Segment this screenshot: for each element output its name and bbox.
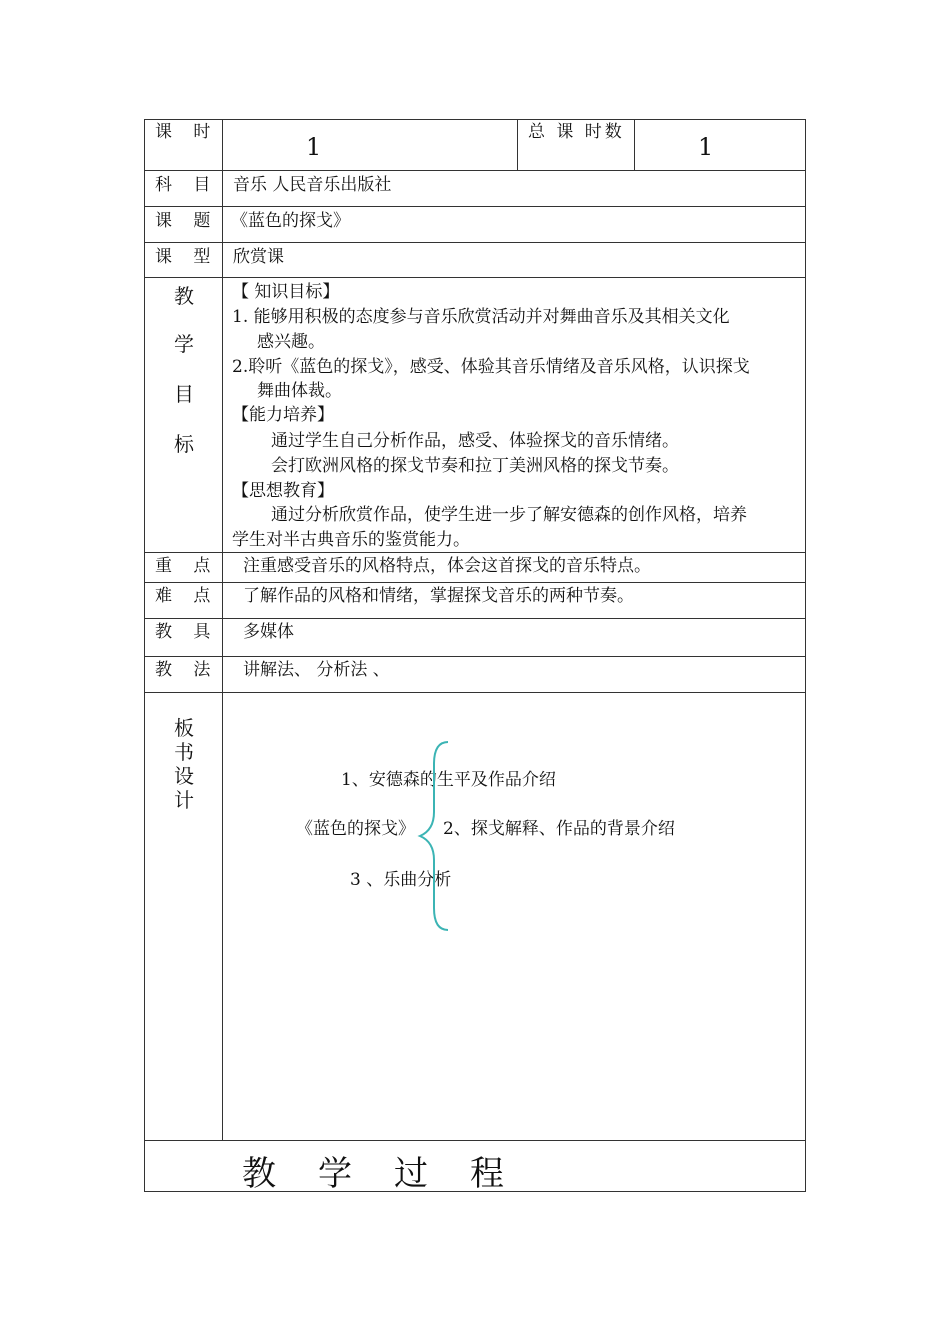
difficulty-label: 难 点 xyxy=(155,586,219,606)
methods-label: 教 法 xyxy=(155,660,219,680)
board-item-3: 3 、乐曲分析 xyxy=(350,870,452,890)
total-periods-value: 1 xyxy=(698,133,714,161)
thought-item-1: 通过分析欣赏作品，使学生进一步了解安德森的创作风格，培养 xyxy=(271,505,747,525)
type-value: 欣赏课 xyxy=(233,247,284,267)
ability-heading: 【能力培养】 xyxy=(232,405,334,425)
ability-item-2: 会打欧洲风格的探戈节奏和拉丁美洲风格的探戈节奏。 xyxy=(271,456,679,476)
knowledge-item-1: 1. 能够用积极的态度参与音乐欣赏活动并对舞曲音乐及其相关文化 xyxy=(232,307,730,327)
knowledge-item-1-cont: 感兴趣。 xyxy=(257,332,325,352)
ability-item-1: 通过学生自己分析作品，感受、体验探戈的音乐情绪。 xyxy=(271,431,679,451)
board-item-1: 1、安德森的生平及作品介绍 xyxy=(341,770,556,790)
tools-value: 多媒体 xyxy=(243,622,294,642)
key-point-value: 注重感受音乐的风格特点，体会这首探戈的音乐特点。 xyxy=(243,556,651,576)
knowledge-heading: 【 知识目标】 xyxy=(232,282,340,302)
board-item-2: 2、探戈解释、作品的背景介绍 xyxy=(443,819,675,839)
total-periods-label: 总 课 时数 xyxy=(528,122,625,142)
brace-icon xyxy=(412,740,452,932)
type-label: 课 型 xyxy=(155,247,219,267)
methods-value: 讲解法、 分析法 、 xyxy=(243,660,390,680)
board-title: 《蓝色的探戈》 xyxy=(296,819,415,839)
difficulty-value: 了解作品的风格和情绪，掌握探戈音乐的两种节奏。 xyxy=(243,586,634,606)
subject-label: 科 目 xyxy=(155,175,219,195)
topic-label: 课 题 xyxy=(155,211,219,231)
subject-value: 音乐 人民音乐出版社 xyxy=(233,175,392,195)
period-label: 课 时 xyxy=(155,122,219,142)
topic-value: 《蓝色的探戈》 xyxy=(231,211,350,231)
key-point-label: 重 点 xyxy=(155,556,219,576)
process-title: 教学过程 xyxy=(242,1154,546,1194)
thought-item-1-cont: 学生对半古典音乐的鉴赏能力。 xyxy=(232,530,470,550)
tools-label: 教 具 xyxy=(155,622,219,642)
thought-heading: 【思想教育】 xyxy=(232,481,334,501)
knowledge-item-2-cont: 舞曲体裁。 xyxy=(257,381,342,401)
objectives-label: 教 学 目 标 xyxy=(174,284,194,456)
knowledge-item-2: 2.聆听《蓝色的探戈》，感受、体验其音乐情绪及音乐风格，认识探戈 xyxy=(232,357,750,377)
board-design-label: 板 书 设 计 xyxy=(174,716,194,812)
period-value: 1 xyxy=(306,133,322,161)
